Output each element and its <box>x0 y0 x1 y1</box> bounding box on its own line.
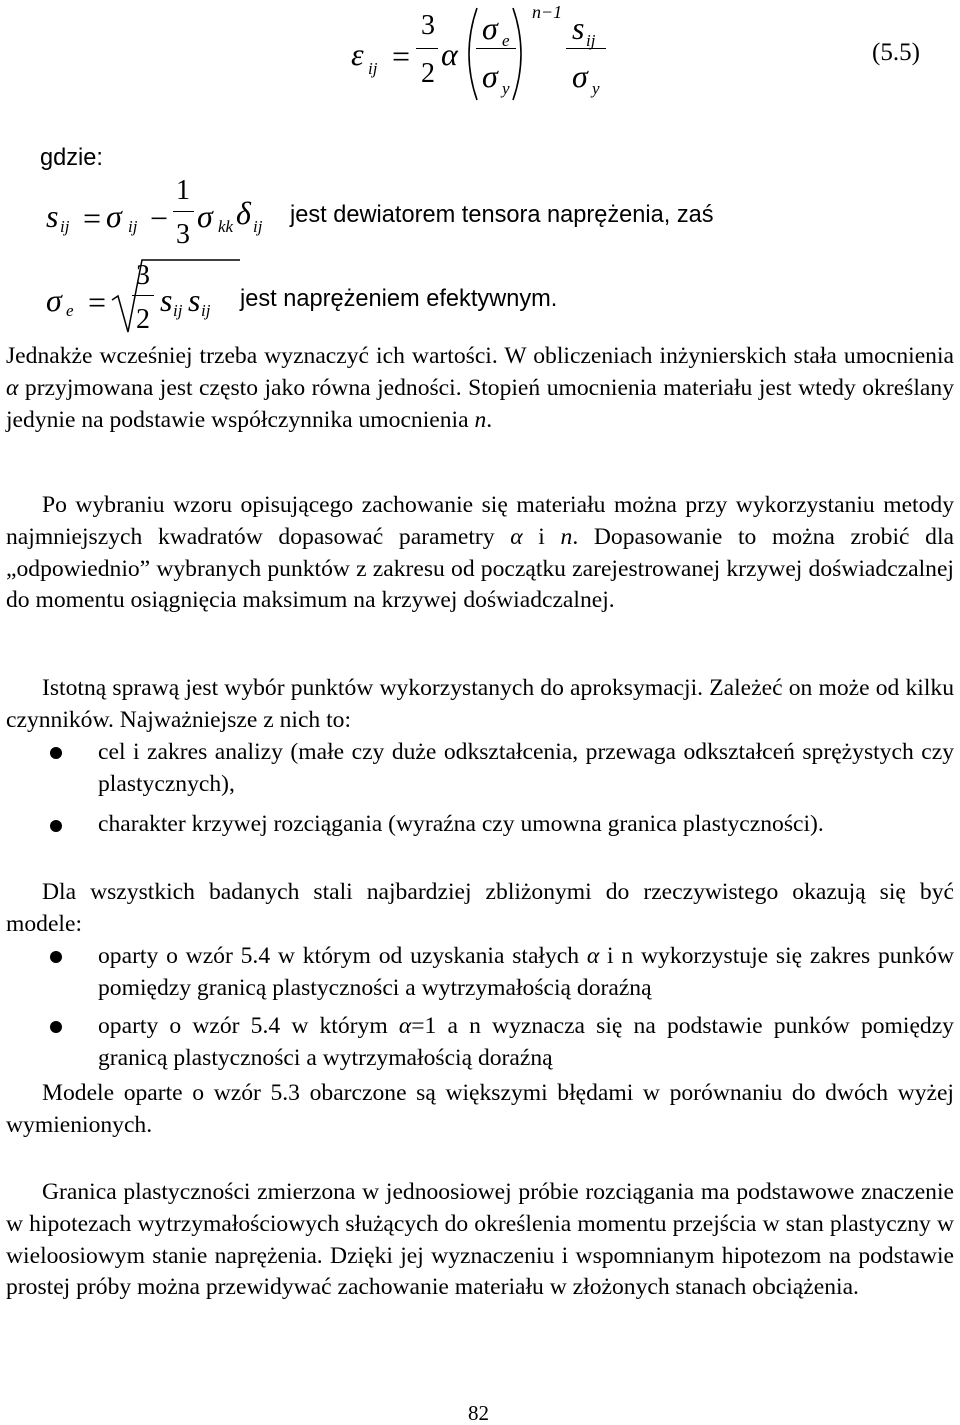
alpha-symbol: α <box>441 36 458 72</box>
sigma-ij-subscript: ij <box>128 217 138 236</box>
paragraph-model-errors: Modele oparte o wzór 5.3 obarczone są większymi błędami w porównaniu do dwóch wyżej wymienionych. <box>6 1080 954 1138</box>
paragraph-points-choice: Istotną sprawą jest wybór punktów wykorzystanych do aproksymacji. Zależeć on może od kilku czynników. Najważniejsze z nich to: <box>6 675 954 733</box>
paragraph-text: i <box>538 523 545 550</box>
paragraph-text: Jednakże wcześniej trzeba wyznaczyć ich wartości. W obliczeniach inżynierskich stała umocnienia <box>6 343 954 369</box>
bullet-item <box>98 941 954 1005</box>
three-halves-denominator: 2 <box>136 304 150 335</box>
bullet-text: =1 a n wyznacza się na podstawie punków pomiędzy granicą plastyczności a wytrzymałością doraźną <box>98 1013 954 1071</box>
equals-sign: = <box>88 284 107 320</box>
minus-sign: − <box>150 200 169 236</box>
sigma-y2-subscript: y <box>592 79 600 98</box>
bullet-dot <box>50 1021 62 1033</box>
paragraph-text: . <box>486 406 493 433</box>
s-subscript: ij <box>586 31 596 50</box>
paragraph-yield-strength: Granica plastyczności zmierzona w jednoosiowej próbie rozciągania ma podstawowe znaczenie w hipotezach wytrzymałościowych służących do określenia momentu przejścia w stan plastyczny w wieloosiowym stanie naprężenia. Dzięki jej wyznaczeniu i wspomnianym hipotezom na podstawie prostej próby można przewidywać zachowanie materiału w złożonych stanach obciążenia. <box>6 1179 954 1301</box>
paragraph-text: . Dopasowanie to można zrobić dla „odpowiednio” wybranych punktów z zakresu od początku zarejestrowanej krzywej doświadczalnej do momentu osiągnięcia maksimum na krzywej doświadczalnej. <box>6 523 954 614</box>
delta-subscript: ij <box>253 217 263 236</box>
bullet-text: i n wykorzystuje się zakres punków pomiędzy granicą plastyczności a wytrzymałością doraźną <box>98 943 954 1001</box>
three-halves-numerator: 3 <box>136 260 150 291</box>
paragraph-hardening <box>6 341 954 436</box>
deviator-text: jest dewiatorem tensora naprężenia, zaś <box>290 202 714 228</box>
paragraph-text: Po wybraniu wzoru opisującego zachowanie się materiału można przy wykorzystaniu metody najmniejszych kwadratów dopasować parametry <box>6 492 954 550</box>
sigma-e-subscript: e <box>66 301 74 320</box>
paragraph-models: Dla wszystkich badanych stali najbardziej zbliżonymi do rzeczywistego okazują się być modele: <box>6 879 954 937</box>
fraction-numerator: 3 <box>421 10 435 41</box>
inner-fraction-bar <box>476 48 516 49</box>
bullet-item <box>98 1011 954 1075</box>
s-subscript: ij <box>60 217 70 236</box>
sigma-y-subscript: y <box>502 79 510 98</box>
one-third-denominator: 3 <box>176 219 190 250</box>
outer-fraction-bar <box>566 48 606 49</box>
sigma-kk-symbol: σ <box>197 198 213 234</box>
s-symbol: s <box>46 198 59 234</box>
sigma-e-symbol: σ <box>482 10 498 46</box>
alpha-symbol: α <box>586 943 600 969</box>
bullet-text: oparty o wzór 5.4 w którym od uzyskania stałych <box>98 943 580 969</box>
one-third-bar <box>173 211 194 212</box>
bullet-item: charakter krzywej rozciągania (wyraźna czy umowna granica plastyczności). <box>98 811 824 837</box>
alpha-symbol: α <box>398 1013 412 1039</box>
bullet-dot <box>50 951 62 963</box>
s-symbol: s <box>572 10 585 46</box>
fraction-bar <box>416 48 438 49</box>
alpha-symbol: α <box>6 374 19 401</box>
s1-subscript: ij <box>173 301 183 320</box>
n-symbol: n <box>474 406 487 433</box>
exponent: n−1 <box>532 2 563 22</box>
paragraph-text: przyjmowana jest często jako równa jedności. Stopień umocnienia materiału jest wtedy określany jedynie na podstawie współczynnika umocnienia <box>6 374 954 433</box>
sigma-y-symbol: σ <box>482 58 498 94</box>
three-halves-bar <box>132 295 154 296</box>
gdzie-label: gdzie: <box>40 145 103 171</box>
bullet-dot <box>50 747 62 759</box>
equation-label: (5.5) <box>872 39 920 66</box>
sigma-y2-symbol: σ <box>572 58 588 94</box>
effective-stress-text: jest naprężeniem efektywnym. <box>240 286 558 312</box>
s2-symbol: s <box>188 282 201 318</box>
sigma-ij-symbol: σ <box>106 198 122 234</box>
s2-subscript: ij <box>201 301 211 320</box>
equals-sign: = <box>392 38 411 74</box>
fraction-denominator: 2 <box>421 58 435 89</box>
page-number: 82 <box>468 1401 489 1425</box>
sigma-kk-subscript: kk <box>218 217 234 236</box>
epsilon-symbol: ε <box>351 36 364 72</box>
bullet-text: oparty o wzór 5.4 w którym <box>98 1013 388 1039</box>
bullet-item: cel i zakres analizy (małe czy duże odkształcenia, przewaga odkształceń sprężystych czy plastycznych), <box>98 739 954 797</box>
s1-symbol: s <box>160 282 173 318</box>
square-root-sign <box>110 254 250 338</box>
delta-symbol: δ <box>236 195 251 231</box>
paragraph-fitting <box>6 490 954 617</box>
one-third-numerator: 1 <box>176 175 190 206</box>
equals-sign: = <box>83 200 102 236</box>
bullet-dot <box>50 820 62 832</box>
n-symbol: n <box>560 523 573 550</box>
sigma-e-symbol: σ <box>46 282 62 318</box>
sigma-e-subscript: e <box>502 31 510 50</box>
alpha-symbol: α <box>510 523 523 550</box>
epsilon-subscript: ij <box>368 59 378 78</box>
